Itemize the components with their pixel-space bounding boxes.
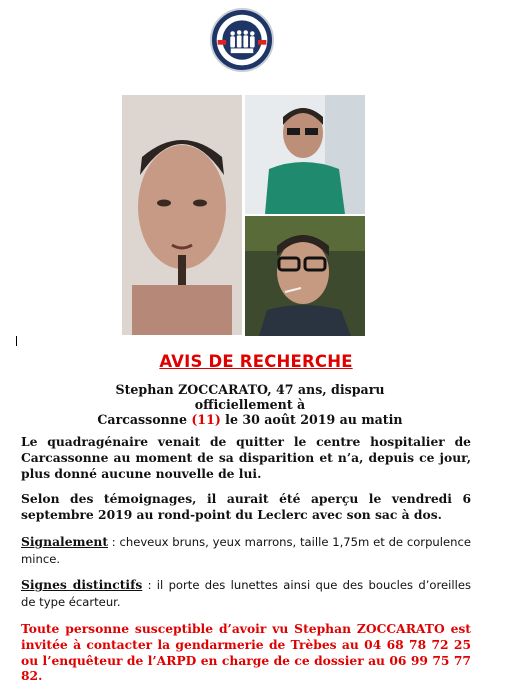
summary-department: (11) bbox=[191, 412, 221, 427]
summary-line-1: Stephan ZOCCARATO, 47 ans, disparu officiellement à bbox=[115, 382, 385, 412]
description-label: Signalement bbox=[21, 534, 109, 549]
summary-line-2 bbox=[70, 412, 430, 427]
title-text: AVIS DE RECHERCHE bbox=[159, 352, 353, 371]
missing-person-summary bbox=[70, 382, 430, 427]
summary-date: le 30 août 2019 au matin bbox=[220, 412, 403, 427]
summary-city: Carcassonne bbox=[97, 412, 192, 427]
text-cursor bbox=[16, 336, 17, 346]
paragraph-contact: Toute personne susceptible d’avoir vu Stephan ZOCCARATO est invitée à contacter la gendarmerie de Trèbes au 04 68 78 72 25 ou l’enquêteur de l’ARPD en charge de ce dossier au 06 99 75 77 82. bbox=[21, 621, 471, 684]
distinctive-signs-label: Signes distinctifs bbox=[21, 577, 143, 592]
paragraph-disappearance: Le quadragénaire venait de quitter le centre hospitalier de Carcassonne au moment de sa disparition et n’a, depuis ce jour, plus donné aucune nouvelle de lui. bbox=[21, 434, 471, 481]
paragraph-distinctive-signs bbox=[21, 577, 471, 611]
distinctive-signs-text: : il porte des lunettes ainsi que des boucles d’oreilles de type écarteur. bbox=[21, 578, 471, 609]
arpd-logo bbox=[210, 8, 274, 72]
missing-person-photo-cigarette bbox=[245, 216, 365, 336]
page-title bbox=[0, 352, 512, 371]
missing-person-photo-glasses bbox=[245, 95, 365, 214]
paragraph-description bbox=[21, 534, 471, 568]
paragraph-sighting: Selon des témoignages, il aurait été aperçu le vendredi 6 septembre 2019 au rond-point du Leclerc avec son sac à dos. bbox=[21, 491, 471, 522]
description-text: : cheveux bruns, yeux marrons, taille 1,75m et de corpulence mince. bbox=[21, 535, 471, 566]
missing-person-photo-main bbox=[122, 95, 242, 335]
